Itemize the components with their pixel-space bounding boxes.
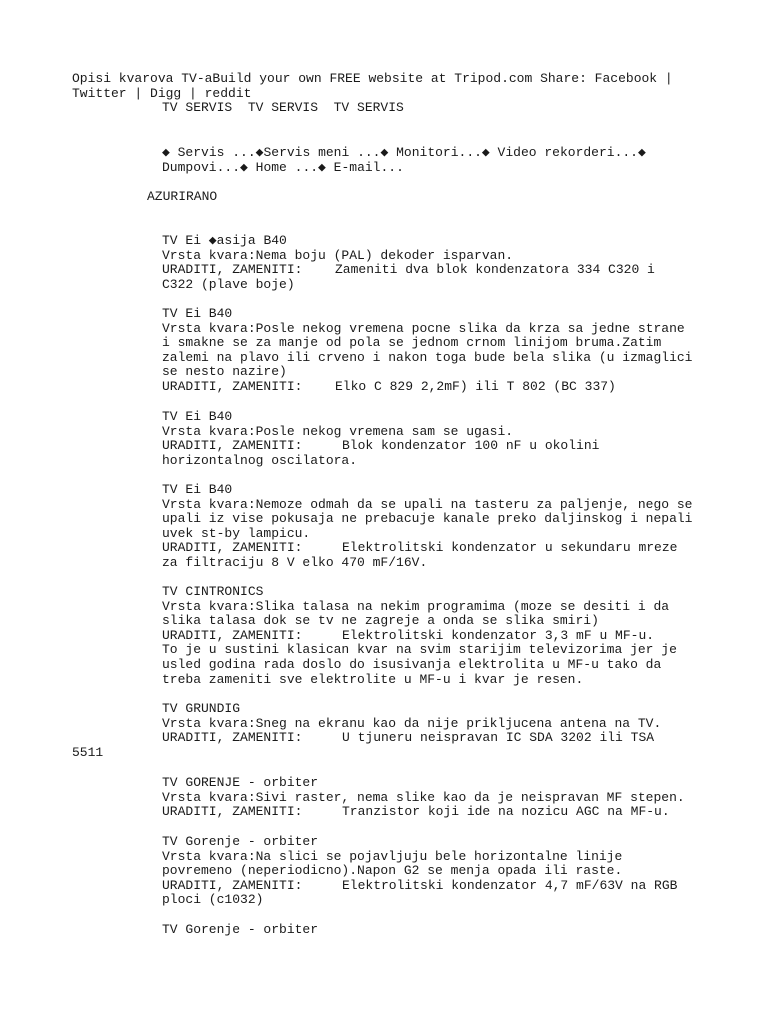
fault-description: povremeno (neperiodicno).Napon G2 se menja opada ili raste. bbox=[162, 863, 623, 879]
fault-entry bbox=[162, 702, 661, 746]
fault-entry bbox=[162, 585, 677, 687]
entry-title: TV GRUNDIG bbox=[162, 701, 241, 716]
fault-entry bbox=[162, 234, 655, 292]
fault-entry bbox=[162, 483, 693, 571]
header-line-1: Opisi kvarova TV-aBuild your own FREE website at Tripod.com Share: Facebook | bbox=[72, 71, 673, 86]
fix-label: URADITI, ZAMENITI: bbox=[162, 378, 303, 394]
fault-description: Vrsta kvara:Posle nekog vremena pocne slika da krza sa jedne strane bbox=[162, 320, 685, 336]
fix-row bbox=[162, 879, 677, 894]
fix-text: Elektrolitski kondenzator u sekundaru mreze bbox=[342, 540, 678, 556]
fix-overflow: 5511 bbox=[72, 745, 104, 760]
fault-entry bbox=[162, 776, 685, 820]
fix-text: Tranzistor koji ide na nozicu AGC na MF-u. bbox=[342, 804, 670, 820]
nav-line-1[interactable]: ◆ Servis ...◆Servis meni ...◆ Monitori...◆ Video rekorderi...◆ bbox=[162, 145, 646, 160]
fix-text: Elko C 829 2,2mF) ili T 802 (BC 337) bbox=[335, 378, 616, 394]
fault-description: zalemi na plavo ili crveno i nakon toga bude bela slika (u izmaglici bbox=[162, 349, 693, 365]
fault-entry bbox=[162, 835, 677, 908]
fix-continuation: usled godina rada doslo do isusivanja elektrolita u MF-u tako da bbox=[162, 656, 662, 672]
fix-row bbox=[162, 439, 599, 454]
entry-title: TV Gorenje - orbiter bbox=[162, 922, 319, 937]
fix-label: URADITI, ZAMENITI: bbox=[162, 438, 303, 454]
fault-entry bbox=[162, 923, 318, 938]
fix-row bbox=[162, 629, 677, 644]
fix-continuation: To je u sustini klasican kvar na svim starijim televizorima jer je bbox=[162, 642, 677, 658]
fault-description: uvek st-by lampicu. bbox=[162, 525, 311, 541]
fix-row bbox=[162, 805, 685, 820]
nav-line-2[interactable]: Dumpovi...◆ Home ...◆ E-mail... bbox=[162, 160, 404, 175]
entry-title: TV Ei ◆asija B40 bbox=[162, 233, 287, 248]
fix-label: URADITI, ZAMENITI: bbox=[162, 730, 303, 746]
fix-label: URADITI, ZAMENITI: bbox=[162, 804, 303, 820]
entry-title: TV Ei B40 bbox=[162, 482, 233, 497]
fault-description: Vrsta kvara:Slika talasa na nekim programima (moze se desiti i da bbox=[162, 598, 670, 614]
fault-entry bbox=[162, 307, 693, 395]
servis-title: TV SERVIS TV SERVIS TV SERVIS bbox=[162, 100, 404, 115]
fix-row bbox=[162, 263, 655, 278]
fault-description: slika talasa dok se tv ne zagreje a onda se slika smiri) bbox=[162, 613, 599, 629]
fault-description: upali iz vise pokusaja ne prebacuje kanale preko daljinskog i nepali bbox=[162, 511, 693, 527]
fault-description: se nesto nazire) bbox=[162, 364, 287, 380]
entry-title: TV GORENJE - orbiter bbox=[162, 775, 319, 790]
fault-description: Vrsta kvara:Posle nekog vremena sam se ugasi. bbox=[162, 423, 514, 439]
fault-description: Vrsta kvara:Sneg na ekranu kao da nije prikljucena antena na TV. bbox=[162, 715, 662, 731]
entry-title: TV Gorenje - orbiter bbox=[162, 834, 319, 849]
fix-row bbox=[162, 380, 693, 395]
entry-title: TV Ei B40 bbox=[162, 409, 233, 424]
fix-continuation: za filtraciju 8 V elko 470 mF/16V. bbox=[162, 554, 428, 570]
fix-continuation: ploci (c1032) bbox=[162, 892, 264, 908]
fix-text: U tjuneru neispravan IC SDA 3202 ili TSA bbox=[342, 730, 655, 746]
fix-text: Blok kondenzator 100 nF u okolini bbox=[342, 438, 600, 454]
fix-label: URADITI, ZAMENITI: bbox=[162, 262, 303, 278]
fault-entry bbox=[162, 410, 599, 468]
fault-description: Vrsta kvara:Nema boju (PAL) dekoder isparvan. bbox=[162, 247, 514, 263]
fix-text: Elektrolitski kondenzator 4,7 mF/63V na RGB bbox=[342, 877, 678, 893]
fault-description: Vrsta kvara:Sivi raster, nema slike kao da je neispravan MF stepen. bbox=[162, 789, 685, 805]
fix-continuation: horizontalnog oscilatora. bbox=[162, 452, 358, 468]
fix-row bbox=[162, 731, 661, 746]
fix-label: URADITI, ZAMENITI: bbox=[162, 877, 303, 893]
fix-label: URADITI, ZAMENITI: bbox=[162, 627, 303, 643]
fault-description: Vrsta kvara:Nemoze odmah da se upali na tasteru za paljenje, nego se bbox=[162, 496, 693, 512]
fix-text: Zameniti dva blok kondenzatora 334 C320 i bbox=[335, 262, 655, 278]
entry-title: TV Ei B40 bbox=[162, 306, 233, 321]
fix-text: Elektrolitski kondenzator 3,3 mF u MF-u. bbox=[342, 627, 655, 643]
fix-continuation: C322 (plave boje) bbox=[162, 276, 295, 292]
fault-description: i smakne se za manje od pola se jednom crnom linijom bruma.Zatim bbox=[162, 335, 662, 351]
header-line-2: Twitter | Digg | reddit bbox=[72, 86, 252, 101]
updated-label: AZURIRANO bbox=[147, 189, 218, 204]
fix-continuation: treba zameniti sve elektrolite u MF-u i kvar je resen. bbox=[162, 671, 584, 687]
fix-row bbox=[162, 541, 693, 556]
entry-title: TV CINTRONICS bbox=[162, 584, 264, 599]
fix-label: URADITI, ZAMENITI: bbox=[162, 540, 303, 556]
fault-description: Vrsta kvara:Na slici se pojavljuju bele horizontalne linije bbox=[162, 848, 623, 864]
